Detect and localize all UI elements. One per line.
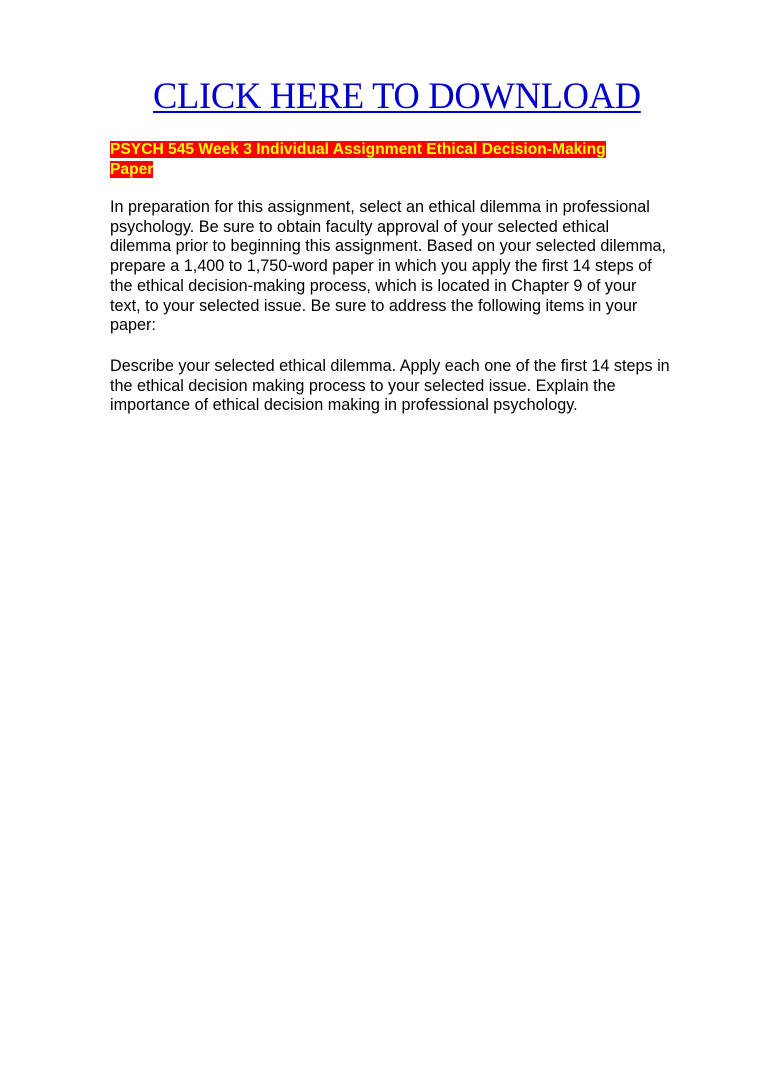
text-line: importance of ethical decision making in professional psychology. [110,396,578,415]
text-line: text, to your selected issue. Be sure to address the following items in your [110,296,638,315]
download-link[interactable]: CLICK HERE TO DOWNLOAD [153,75,641,116]
text-line: paper: [110,316,156,335]
heading-line: PSYCH 545 Week 3 Individual Assignment Ethical Decision-Making [110,141,606,158]
text-line: In preparation for this assignment, select an ethical dilemma in professional [110,198,650,216]
instructions-paragraph [110,198,666,336]
requirements-paragraph [110,357,670,416]
assignment-heading [110,140,606,180]
text-line: psychology. Be sure to obtain faculty approval of your selected ethical [110,217,610,236]
heading-line: Paper [110,161,154,178]
text-line: prepare a 1,400 to 1,750-word paper in which you apply the first 14 steps of [110,257,652,276]
text-line: dilemma prior to beginning this assignment. Based on your selected dilemma, [110,237,667,256]
text-line: the ethical decision making process to your selected issue. Explain the [110,376,616,395]
text-line: Describe your selected ethical dilemma. Apply each one of the first 14 steps in [110,357,670,375]
text-line: the ethical decision-making process, which is located in Chapter 9 of your [110,276,637,295]
